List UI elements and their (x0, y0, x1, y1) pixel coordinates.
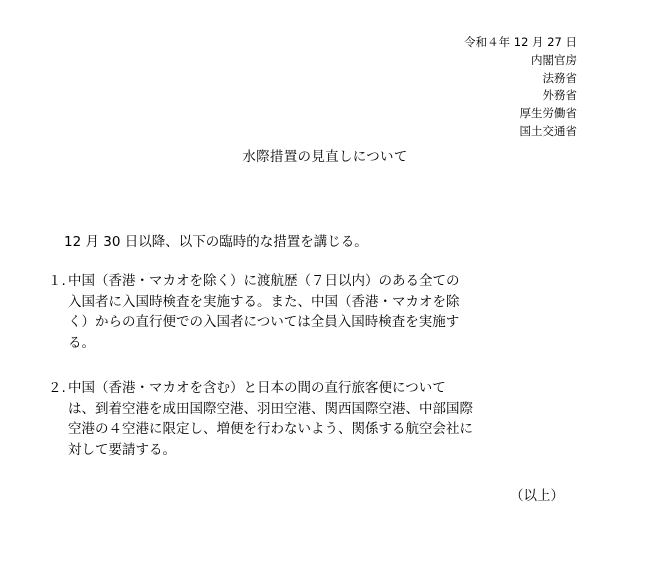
list-item-2 (48, 378, 588, 460)
list-item-text (68, 378, 588, 460)
ministry-foreign-affairs: 外務省 (542, 88, 577, 103)
text-line: 中国（香港・マカオを含む）と日本の間の直行旅客便について (68, 380, 446, 396)
list-item-text (68, 271, 588, 353)
list-item-1 (48, 271, 588, 353)
text-line: 入国者に入国時検査を実施する。また、中国（香港・マカオを除 (68, 293, 460, 310)
ministry-health-labour-welfare: 厚生労働省 (519, 106, 577, 121)
intro-paragraph: 12 月 30 日以降、以下の臨時的な措置を講じる。 (64, 234, 368, 250)
text-line: 中国（香港・マカオを除く）に渡航歴（７日以内）のある全ての (68, 273, 460, 289)
text-line: は、到着空港を成田国際空港、羽田空港、関西国際空港、中部国際 (68, 400, 473, 417)
closing-remark: （以上） (510, 488, 564, 504)
text-line: 空港の４空港に限定し、増便を行わないよう、関係する航空会社に (68, 421, 473, 437)
document-header (464, 34, 577, 141)
ministry-land-transport: 国土交通省 (519, 123, 577, 138)
text-line: く）からの直行便での入国者については全員入国時検査を実施す (68, 314, 460, 330)
list-item-number: １. (48, 273, 66, 289)
text-line: る。 (68, 334, 95, 351)
ministry-justice: 法務省 (542, 70, 577, 85)
list-item-number: ２. (48, 380, 66, 396)
document-date: 令和４年 12 月 27 日 (464, 35, 577, 49)
text-line: 対して要請する。 (68, 441, 176, 458)
ministry-cabinet-secretariat: 内閣官房 (531, 52, 577, 67)
document-title: 水際措置の見直しについて (242, 149, 408, 165)
